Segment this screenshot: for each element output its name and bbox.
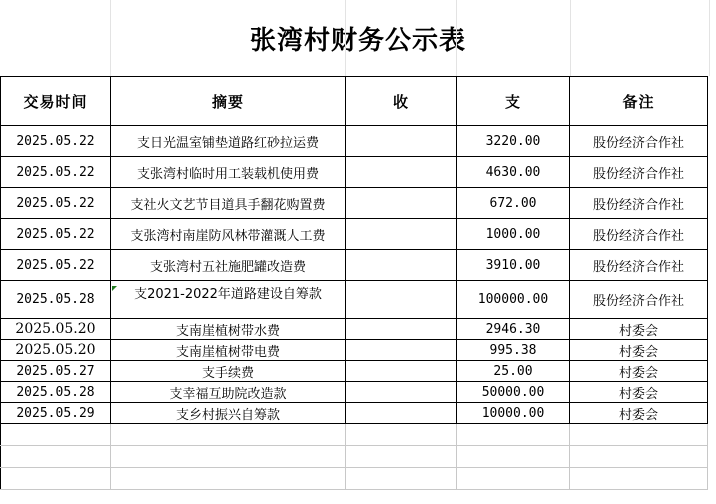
cell-expense[interactable]: 100000.00 — [457, 281, 570, 319]
cell-note[interactable]: 股份经济合作社 — [570, 188, 708, 219]
empty-cell[interactable] — [346, 468, 457, 490]
cell-note[interactable]: 股份经济合作社 — [570, 126, 708, 157]
cell-income[interactable] — [346, 361, 457, 382]
cell-summary[interactable]: 支乡村振兴自筹款 — [111, 403, 346, 424]
cell-expense[interactable]: 3910.00 — [457, 250, 570, 281]
cell-date[interactable]: 2025.05.22 — [1, 157, 111, 188]
cell-expense[interactable]: 25.00 — [457, 361, 570, 382]
cell-income[interactable] — [346, 382, 457, 403]
finance-table — [0, 76, 708, 490]
table-row — [1, 250, 708, 281]
cell-summary[interactable]: 支张湾村五社施肥罐改造费 — [111, 250, 346, 281]
table-row — [1, 403, 708, 424]
cell-summary[interactable]: 支手续费 — [111, 361, 346, 382]
sheet-gridline — [456, 0, 457, 76]
cell-note[interactable]: 村委会 — [570, 382, 708, 403]
table-row — [1, 361, 708, 382]
empty-cell[interactable] — [570, 446, 708, 468]
cell-summary[interactable]: 支2021-2022年道路建设自筹款 — [111, 281, 346, 319]
empty-cell[interactable] — [1, 468, 111, 490]
cell-income[interactable] — [346, 340, 457, 361]
empty-cell[interactable] — [570, 424, 708, 446]
cell-note[interactable]: 村委会 — [570, 403, 708, 424]
cell-summary[interactable]: 支社火文艺节目道具手翻花购置费 — [111, 188, 346, 219]
cell-note[interactable]: 村委会 — [570, 319, 708, 340]
cell-income[interactable] — [346, 281, 457, 319]
cell-expense[interactable]: 995.38 — [457, 340, 570, 361]
table-row — [1, 319, 708, 340]
header-date[interactable]: 交易时间 — [1, 77, 111, 126]
table-row — [1, 281, 708, 319]
cell-expense[interactable]: 10000.00 — [457, 403, 570, 424]
empty-cell[interactable] — [1, 424, 111, 446]
header-note[interactable]: 备注 — [570, 77, 708, 126]
empty-cell[interactable] — [111, 446, 346, 468]
cell-note[interactable]: 村委会 — [570, 361, 708, 382]
cell-income[interactable] — [346, 403, 457, 424]
cell-note[interactable]: 股份经济合作社 — [570, 157, 708, 188]
cell-expense[interactable]: 2946.30 — [457, 319, 570, 340]
cell-date[interactable]: 2025.05.28 — [1, 281, 111, 319]
empty-cell[interactable] — [346, 424, 457, 446]
empty-cell[interactable] — [457, 468, 570, 490]
cell-expense[interactable]: 672.00 — [457, 188, 570, 219]
empty-cell[interactable] — [570, 468, 708, 490]
cell-expense[interactable]: 3220.00 — [457, 126, 570, 157]
cell-summary[interactable]: 支南崖植树带水费 — [111, 319, 346, 340]
empty-cell[interactable] — [457, 446, 570, 468]
cell-summary[interactable]: 支幸福互助院改造款 — [111, 382, 346, 403]
cell-income[interactable] — [346, 126, 457, 157]
cell-income[interactable] — [346, 157, 457, 188]
empty-row — [1, 424, 708, 446]
cell-note[interactable]: 股份经济合作社 — [570, 219, 708, 250]
table-row — [1, 219, 708, 250]
cell-note[interactable]: 股份经济合作社 — [570, 250, 708, 281]
cell-summary[interactable]: 支日光温室铺垫道路红砂拉运费 — [111, 126, 346, 157]
empty-row — [1, 468, 708, 490]
cell-date[interactable]: 2025.05.29 — [1, 403, 111, 424]
cell-income[interactable] — [346, 250, 457, 281]
sheet-gridline — [709, 0, 710, 76]
header-row — [1, 77, 708, 126]
cell-date[interactable]: 2025.05.22 — [1, 250, 111, 281]
empty-cell[interactable] — [111, 424, 346, 446]
header-expense[interactable]: 支 — [457, 77, 570, 126]
empty-cell[interactable] — [1, 446, 111, 468]
cell-date[interactable]: 2025.05.20 — [1, 340, 111, 361]
table-row — [1, 126, 708, 157]
table-row — [1, 382, 708, 403]
cell-date[interactable]: 2025.05.20 — [1, 319, 111, 340]
cell-comment-marker — [112, 286, 117, 291]
table-row — [1, 340, 708, 361]
cell-date[interactable]: 2025.05.22 — [1, 188, 111, 219]
cell-date[interactable]: 2025.05.27 — [1, 361, 111, 382]
cell-expense[interactable]: 1000.00 — [457, 219, 570, 250]
table-row — [1, 188, 708, 219]
cell-summary[interactable]: 支张湾村临时用工装载机使用费 — [111, 157, 346, 188]
cell-summary[interactable]: 支南崖植树带电费 — [111, 340, 346, 361]
cell-income[interactable] — [346, 188, 457, 219]
empty-cell[interactable] — [457, 424, 570, 446]
cell-date[interactable]: 2025.05.22 — [1, 219, 111, 250]
cell-summary[interactable]: 支张湾村南崖防风林带灌溉人工费 — [111, 219, 346, 250]
cell-expense[interactable]: 50000.00 — [457, 382, 570, 403]
page-title: 张湾村财务公示表 — [249, 25, 466, 56]
cell-income[interactable] — [346, 219, 457, 250]
cell-note[interactable]: 村委会 — [570, 340, 708, 361]
cell-date[interactable]: 2025.05.28 — [1, 382, 111, 403]
sheet-gridline — [570, 0, 571, 76]
sheet-gridline — [345, 0, 346, 76]
cell-income[interactable] — [346, 319, 457, 340]
sheet-gridline — [110, 0, 111, 76]
table-row — [1, 157, 708, 188]
cell-date[interactable]: 2025.05.22 — [1, 126, 111, 157]
empty-cell[interactable] — [111, 468, 346, 490]
empty-row — [1, 446, 708, 468]
header-summary[interactable]: 摘要 — [111, 77, 346, 126]
cell-expense[interactable]: 4630.00 — [457, 157, 570, 188]
cell-note[interactable]: 股份经济合作社 — [570, 281, 708, 319]
empty-cell[interactable] — [346, 446, 457, 468]
header-income[interactable]: 收 — [346, 77, 457, 126]
